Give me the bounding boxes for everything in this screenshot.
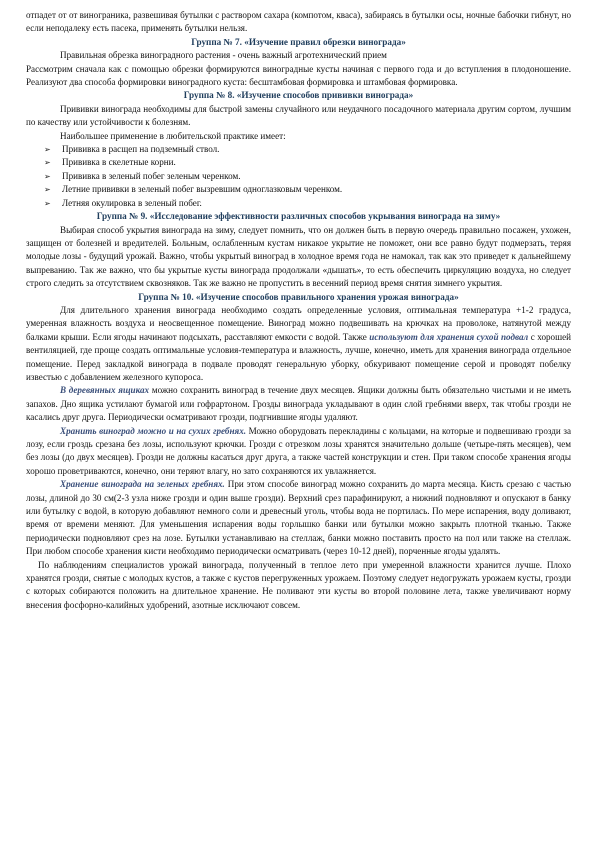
group7-paragraph-1: Правильная обрезка виноградного растения - очень важный агротехнический прием <box>60 50 387 61</box>
list-item: ➢ Прививка в зеленый побег зеленым черенком. <box>44 170 571 183</box>
arrow-bullet-icon: ➢ <box>44 145 51 155</box>
arrow-bullet-icon: ➢ <box>44 171 51 181</box>
emphasis-text: Хранить виноград можно и на сухих гребнях. <box>60 425 247 436</box>
list-item: ➢ Летние прививки в зеленый побег вызревшим одноглазковым черенком. <box>44 183 571 196</box>
group10-title: Группа № 10. «Изучение способов правильного хранения урожая винограда» <box>138 291 459 302</box>
emphasis-text: Хранение винограда на зеленых гребнях. <box>60 479 225 490</box>
group9-title: Группа № 9. «Исследование эффективности различных способов укрывания винограда на зиму» <box>96 211 501 222</box>
group8-paragraph-2: Наибольшее применение в любительской практике имеет: <box>60 130 286 141</box>
group10-paragraph-1: Для длительного хранения винограда необходимо создать определенные условия, оптимальная температура +1-2 градуса, умеренная влажность воздуха и неосвещенное помещение. Виноград можно подвешивать на крючках на проволоке, натянутой между балками крыши. Если ягоды начинают подсыхать, расставляют емкости с водой. Также используют для хранения сухой подвал с хорошей вентиляцией, где проще создать оптимальные условия-температура и влажность, лучше, конечно, иметь для хранения винограда отдельное помещение. Перед закладкой винограда в подвале проводят генеральную уборку, обкуривают помещение серой и проводят побелку известью с добавлением железного купороса. <box>26 304 571 382</box>
group8-paragraph-1: Прививки винограда необходимы для быстрой замены случайного или неудачного посадочного материала другим сортом, лучшим по качеству или устойчивости к болезням. <box>26 103 571 128</box>
arrow-bullet-icon: ➢ <box>44 185 51 195</box>
group9-paragraph-1: Выбирая способ укрытия винограда на зиму, следует помнить, что он должен быть в первую очередь правильно посажен, ухожен, защищен от болезней и вредителей. Больным, ослабленным кустам никакое укрытие не поможет, они все равно будут подмерзать, теряя молодые лозы - будущий урожай. Важно, чтобы укрытый виноград в холодное время года не намокал, так как это приведет к дальнейшему выпреванию. Так же важно, что бы укрытые кусты винограда продолжали «дышать», то есть обеспечить циркуляцию воздуха, но следует строго следить за отсутствием сквозняков. Так же важно не пропустить в весенний период время снятия зимнего укрытия. <box>26 224 571 289</box>
group8-title: Группа № 8. «Изучение способов прививки винограда» <box>183 90 414 101</box>
group7-title: Группа № 7. «Изучение правил обрезки винограда» <box>191 36 406 47</box>
emphasis-text: В деревянных ящиках <box>60 385 150 396</box>
group10-paragraph-3: Хранить виноград можно и на сухих гребнях. Можно оборудовать перекладины с кольцами, на которые и подвешиваю грозди за лозу, если гроздь срезана без лозы, используют крючки. Грозди с отрезком лозы хранятся значительно дольше (четыре-пять месяцев), чем без лозы (до двух месяцев). Грозди не должны касаться друг друга, а также частей конструкции и стен. При таком способе хранения ягоды хорошо проветриваются, конечно, они теряют влагу, но зато сохраняются их увлажняется. <box>26 425 571 476</box>
list-item: ➢ Прививка в расщеп на подземный ствол. <box>44 143 571 156</box>
grafting-methods-list <box>26 143 571 210</box>
arrow-bullet-icon: ➢ <box>44 158 51 168</box>
arrow-bullet-icon: ➢ <box>44 198 51 208</box>
group7-paragraph-2: Рассмотрим сначала как с помощью обрезки формируются виноградные кусты начиная с первого года и до вступления в плодоношение. Реализуют два способа формировки виноградного куста: бесштамбовая формировка и штамбовая формировка. <box>26 63 571 88</box>
group10-paragraph-2: В деревянных ящиках можно сохранить виноград в течение двух месяцев. Ящики должны быть обязательно чистыми и не иметь запахов. Дно ящика устилают бумагой или гофрартоном. Грозды винограда укладывают в один слой гребнями вверх, так чтобы грозди не касались друг друга. Периодически осматривают грозди, подгнившие ягоды удаляют. <box>26 385 571 423</box>
list-item: ➢ Летняя окулировка в зеленый побег. <box>44 197 571 210</box>
emphasis-text: используют для хранения сухой подвал <box>369 331 529 342</box>
group10-paragraph-4: Хранение винограда на зеленых гребнях. При этом способе виноград можно сохранить до марта месяца. Кисть срезаю с частью лозы, длиной до 30 см(2-3 узла ниже грозди и один выше грозди). Верхний срез парафинируют, а нижний подновляют и опускают в банку или бутылку с водой, в которую добавляют немного соли и древесный уголь, чтобы вода не портилась. По мере испарения, воду доливают, время от времени меняют. Для уменьшения испарения воды горлышко банки или бутылки можно закрыть плотной тканью. Также периодически подновляют срез на лозе. Бутылки устанавливаю на стеллаж, банки можно поставить просто на пол или также на стеллаж. При любом способе хранения кисти необходимо периодически осматривать (через 10-12 дней), порченные ягоды удалять. <box>26 479 571 557</box>
list-item: ➢ Прививка в скелетные корни. <box>44 156 571 169</box>
intro-paragraph: отпадет от от винограника, развешивая бутылки с раствором сахара (компотом, кваса), забираясь в бутылки осы, ночные бабочки гибнут, но если неподалеку есть пасека, применять бутылки нельзя. <box>26 10 571 34</box>
group10-paragraph-5: По наблюдениям специалистов урожай винограда, полученный в теплое лето при умеренной влажности хранится лучше. Плохо хранятся грозди, снятые с молодых кустов, а также с кустов перегруженных урожаем. Поэтому следует недогружать урожаем кусты, грозди с которых собираются положить на длительное хранение. Не поливают эти кусты во второй половине лета, также увеличивают норму внесения фосфорно-калийных удобрений, азотные исключают совсем. <box>26 559 571 610</box>
